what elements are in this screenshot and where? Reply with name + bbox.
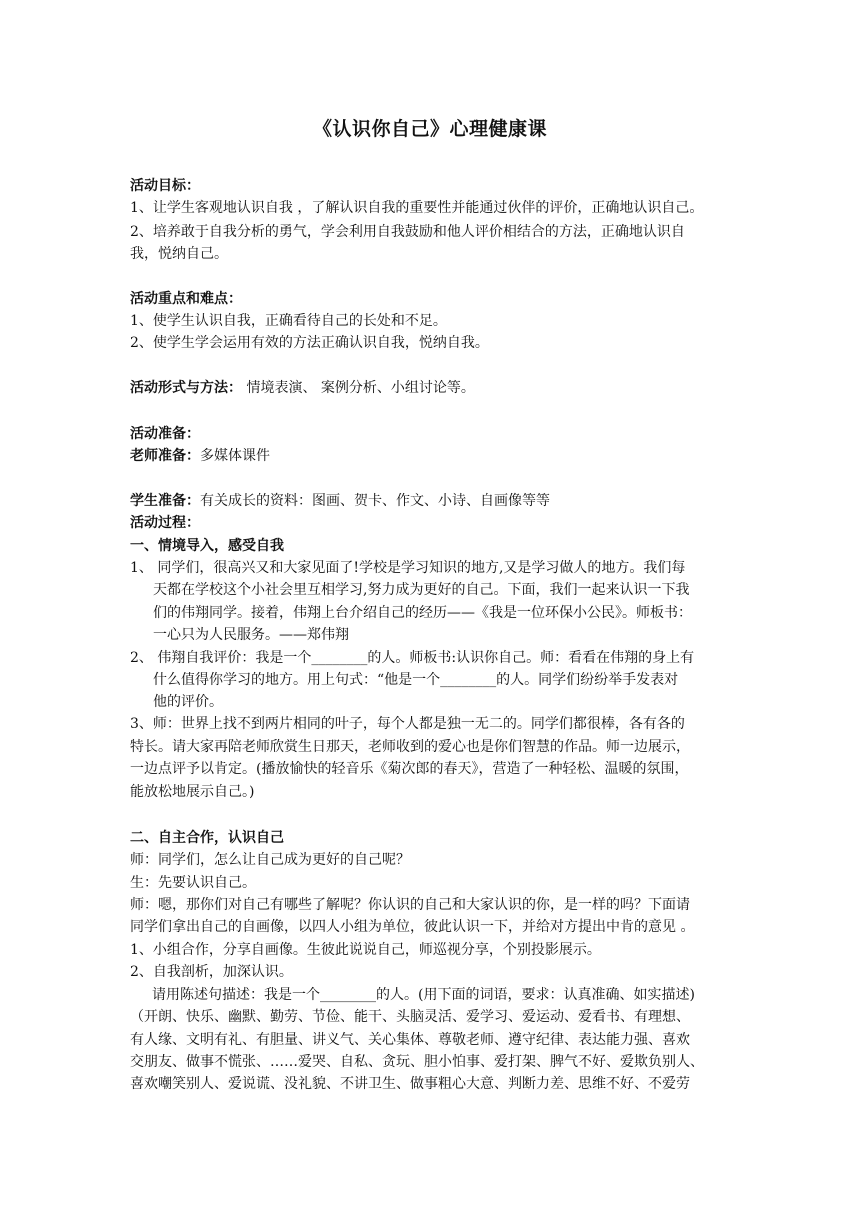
section1-item2-line: 什么值得你学习的地方。用上句式：“他是一个________的人。同学们纷纷举手发表对: [153, 672, 679, 688]
section1-item3-line: 一边点评予以肯定。(播放愉快的轻音乐《菊次郎的春天》，营造了一种轻松、温暖的氛围，: [130, 761, 689, 777]
goals-line: 2、培养敢于自我分析的勇气，学会利用自我鼓励和他人评价相结合的方法，正确地认识自: [130, 224, 685, 240]
section2-line: 同学们拿出自己的自画像，以四人小组为单位，彼此认识一下，并给对方提出中肯的意见 。: [130, 919, 695, 935]
describe-line: （开朗、快乐、幽默、勤劳、节俭、能干、头脑灵活、爱学习、爱运动、爱看书、有理想、: [130, 1009, 690, 1025]
section2-line: 1、小组合作，分享自画像。生彼此说说自己，师巡视分享，个别投影展示。: [130, 942, 601, 958]
describe-line: 请用陈述句描述：我是一个________的人。(用下面的词语，要求：认真准确、如实描述): [152, 987, 695, 1003]
goals-line: 我，悦纳自己。: [130, 246, 228, 262]
methods-line: [130, 378, 742, 400]
teacher-prep-label: 老师准备：: [130, 448, 200, 464]
process-heading: 活动过程：: [130, 515, 200, 531]
section1-item2-line: 2、 伟翔自我评价：我是一个________的人。师板书:认识你自己。师：看看在伟翔的身上有: [130, 650, 695, 666]
student-prep-line: [130, 491, 742, 513]
key-points-line: 2、使学生学会运用有效的方法正确认识自我，悦纳自我。: [130, 335, 489, 351]
section1-item3-line: 3、师：世界上找不到两片相同的叶子，每个人都是独一无二的。同学们都很棒，各有各的: [130, 716, 685, 732]
section2-line: 师：嗯，那你们对自己有哪些了解呢？你认识的自己和大家认识的你，是一样的吗？下面请: [130, 897, 690, 913]
section1-item1-line: 们的伟翔同学。接着，伟翔上台介绍自己的经历——《我是一位环保小公民》。师板书：: [153, 605, 692, 621]
describe-line: 喜欢嘲笑别人、爱说谎、没礼貌、不讲卫生、做事粗心大意、判断力差、思维不好、不爱劳: [130, 1076, 690, 1092]
section1-item1-line: 天都在学校这个小社会里互相学习,努力成为更好的自己。下面，我们一起来认识一下我: [153, 582, 690, 598]
describe-line: 交朋友、做事不慌张、……爱哭、自私、贪玩、胆小怕事、爱打架、脾气不好、爱欺负别人、: [130, 1054, 704, 1070]
section2-line: 2、自我剖析，加深认识。: [130, 964, 293, 980]
section1-item3-line: 特长。请大家再陪老师欣赏生日那天，老师收到的爱心也是你们智慧的作品。师一边展示，: [130, 739, 690, 755]
section1-item2-line: 他的评价。: [153, 694, 223, 710]
methods-label: 活动形式与方法：: [130, 380, 242, 396]
goals-line: 1、让学生客观地认识自我 ，了解认识自我的重要性并能通过伙伴的评价，正确地认识自己。: [130, 200, 704, 216]
section1-item3-line: 能放松地展示自己。): [130, 784, 255, 800]
section1-item1-line: 1、 同学们，很高兴又和大家见面了!学校是学习知识的地方,又是学习做人的地方。我们每: [130, 560, 686, 576]
teacher-prep-value: 多媒体课件: [200, 448, 270, 464]
key-points-line: 1、使学生认识自我，正确看待自己的长处和不足。: [130, 313, 447, 329]
key-points-heading: 活动重点和难点：: [130, 291, 242, 307]
goals-heading: 活动目标：: [130, 178, 200, 194]
section1-heading: 一、情境导入，感受自我: [130, 538, 284, 554]
section2-heading: 二、自主合作，认识自己: [130, 830, 284, 846]
teacher-prep-line: [130, 446, 742, 468]
document-title: 《认识你自己》心理健康课: [312, 118, 547, 140]
methods-value: 情境表演、 案例分析、小组讨论等。: [242, 380, 475, 396]
section2-line: 师：同学们，怎么让自己成为更好的自己呢？: [130, 852, 410, 868]
student-prep-value: 有关成长的资料：图画、贺卡、作文、小诗、自画像等等: [200, 493, 550, 509]
student-prep-label: 学生准备：: [130, 493, 200, 509]
section1-item1-line: 一心只为人民服务。——郑伟翔: [153, 627, 349, 643]
prep-heading: 活动准备：: [130, 426, 200, 442]
section2-line: 生：先要认识自己。: [130, 875, 256, 891]
describe-line: 有人缘、文明有礼、有胆量、讲义气、关心集体、尊敬老师、遵守纪律、表达能力强、喜欢: [130, 1032, 690, 1048]
